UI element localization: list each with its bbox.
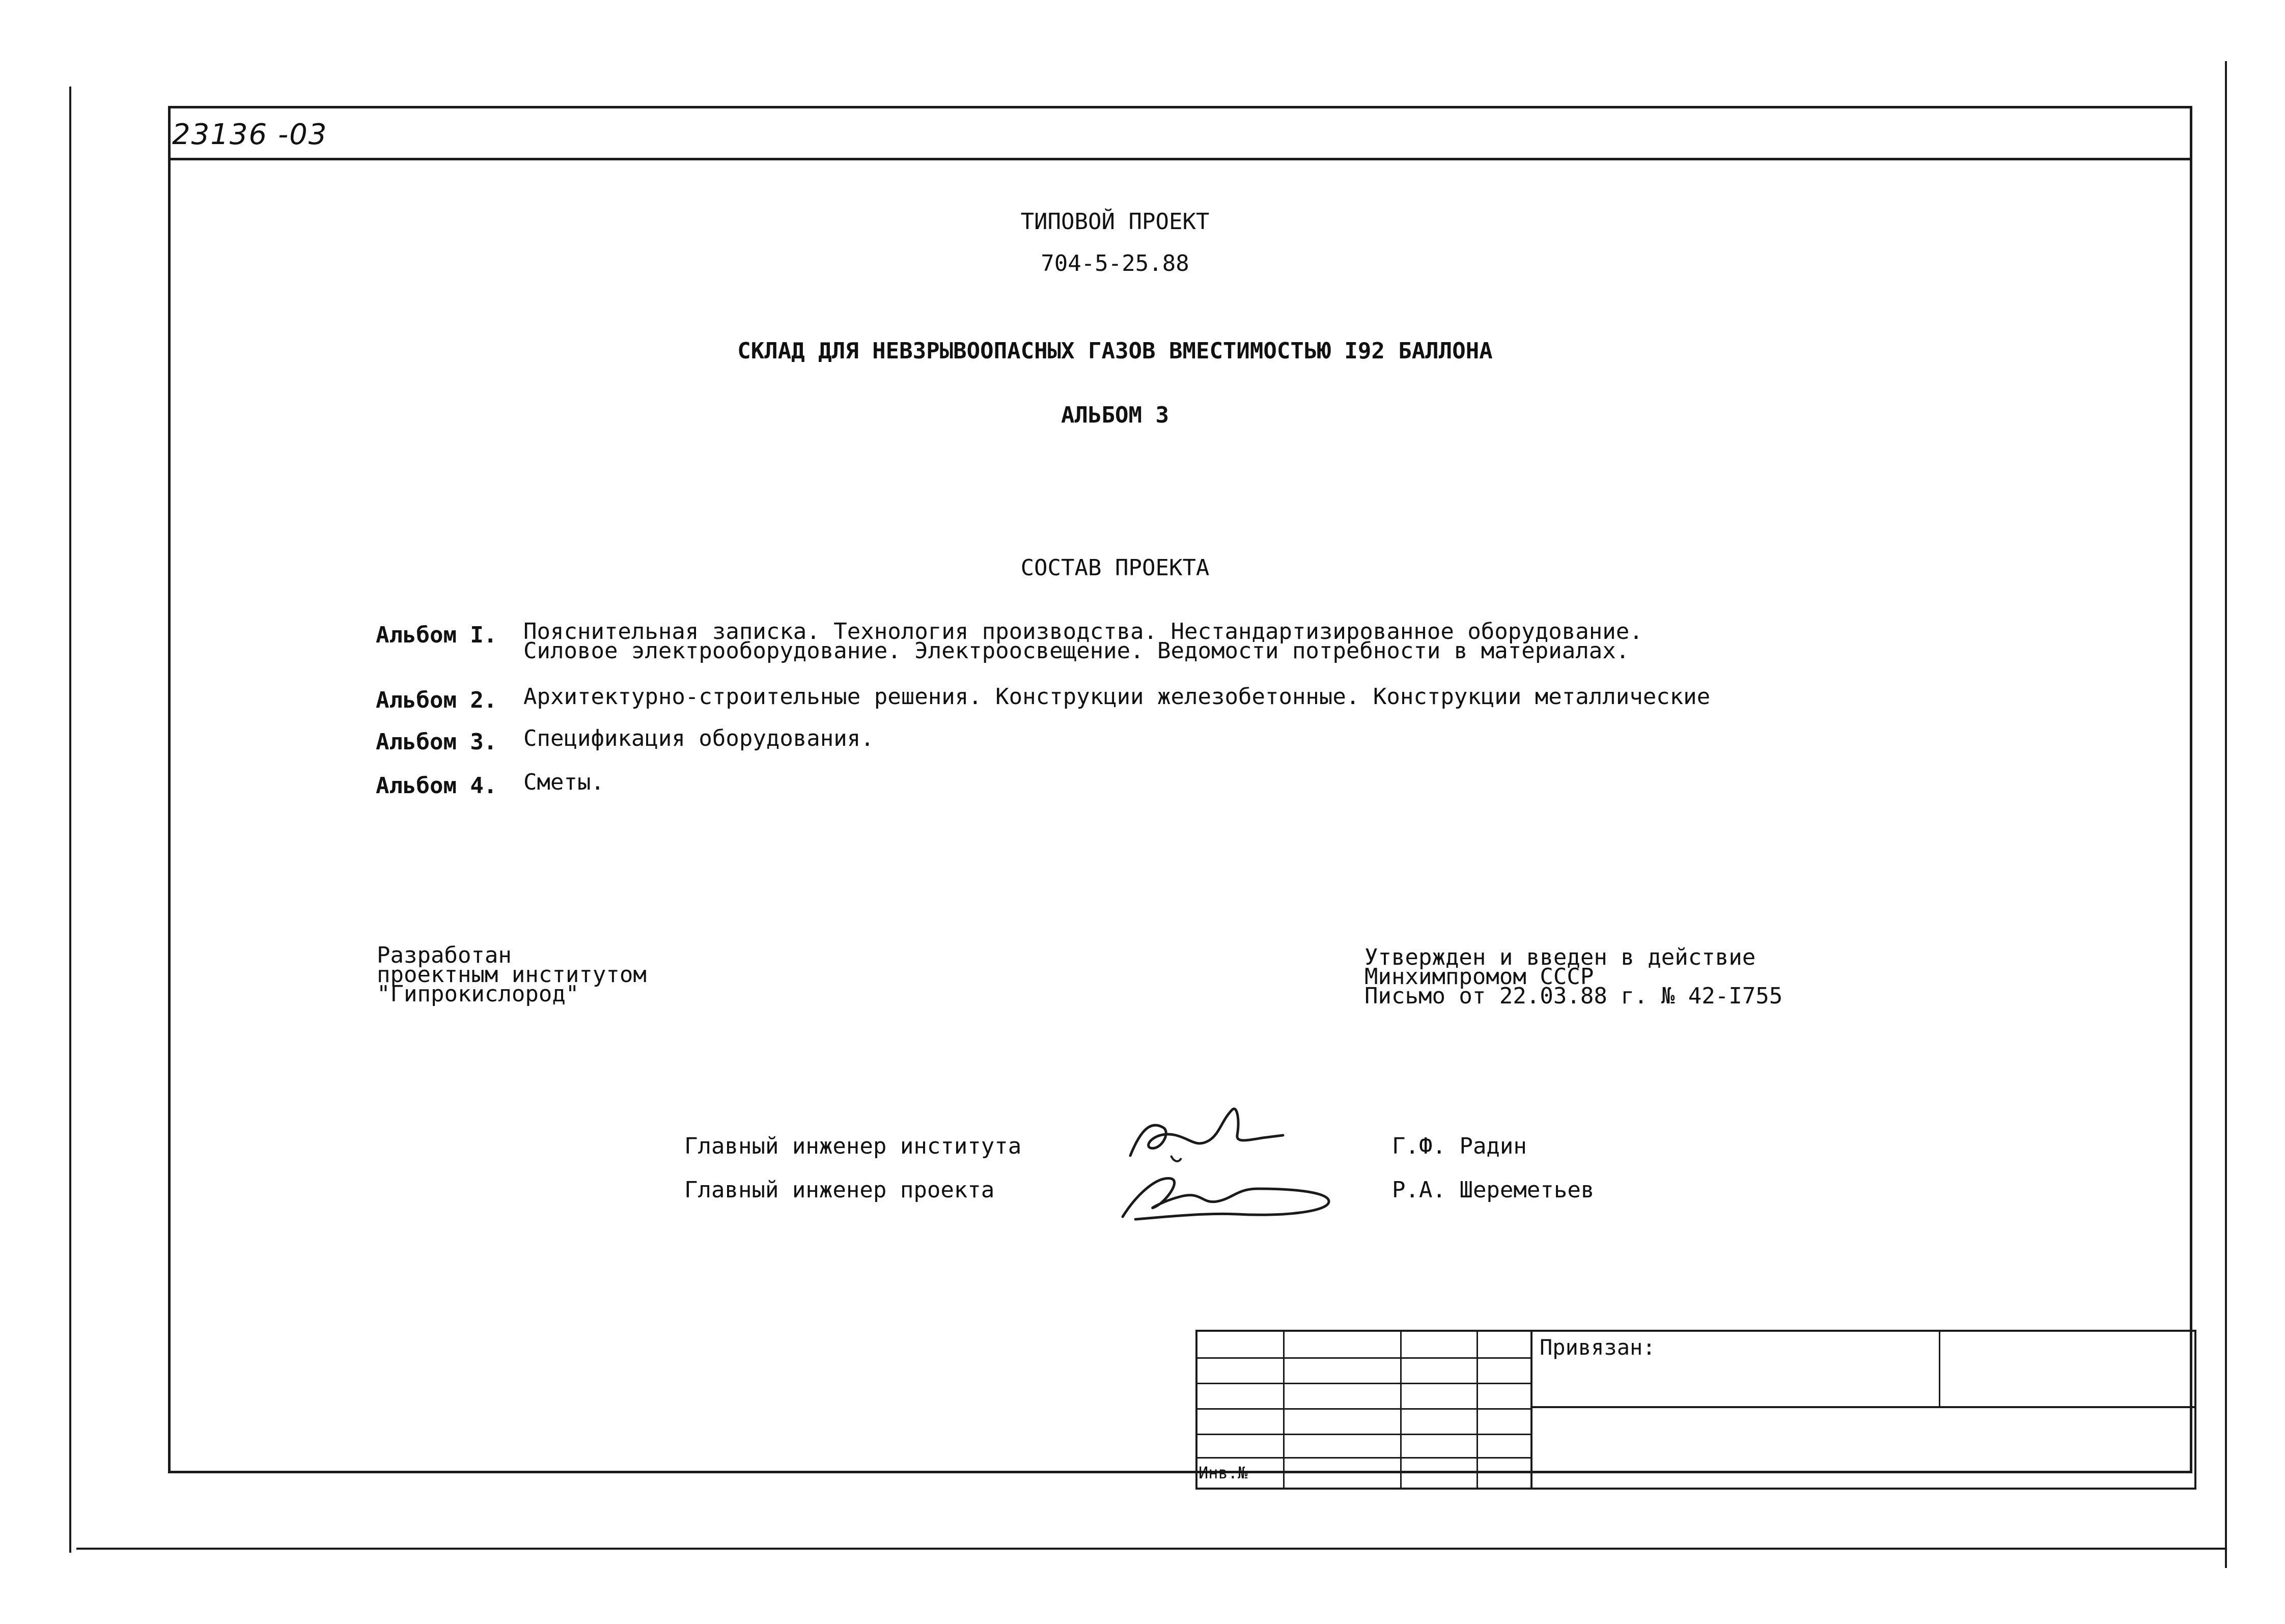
bottom-edge-line	[76, 1548, 2225, 1550]
album-1	[376, 619, 1643, 664]
right-edge-line	[2225, 61, 2227, 1568]
left-edge-line	[69, 87, 71, 1553]
album-text: Пояснительная записка. Технология производства. Нестандартизированное оборудование.	[523, 619, 1643, 645]
inventory-label: Инв.№	[1199, 1463, 1248, 1482]
developed-by: Разработан проектным институтом "Гипрокислород"	[377, 942, 647, 1007]
signature-role-1: Главный инженер института	[684, 1133, 1022, 1159]
drawing-sheet: 23136 -03 ТИПОВОЙ ПРОЕКТ 704-5-25.88 СКЛАД ДЛЯ НЕВЗРЫВООПАСНЫХ ГАЗОВ ВМЕСТИМОСТЬЮ I92 БАЛЛОНА АЛЬБОМ 3 СОСТАВ ПРОЕКТА Альбом I. Пояснительная записка. Технология производства. Нестандартизированное оборудование. Силовое электрооборудование. Электроосвещение. Ведомости потребности в материалах. Альбом 2. Архитектурно-строительные решения. Конструкции железобетонные. Конструкции металлические Альбом 3. Спецификация оборудования. Альбом 4. Сметы. Разработан проектным институтом "Гипрокислород" Утвержден и введен в действие Минхимпромом СССР Письмо от 22.03.88 г. № 42-I755 Главный инженер института Г.Ф. Радин Главный инженер проекта Р.А. Шереметьев Привязан: Инв.№	[0, 0, 2285, 1624]
stamp-grid	[1195, 1330, 2196, 1490]
album-label: Альбом 3.	[376, 729, 497, 755]
signature-role-2: Главный инженер проекта	[684, 1177, 995, 1203]
document-number: 23136 -03	[172, 118, 328, 151]
bound-label: Привязан:	[1540, 1335, 1656, 1360]
header-divider	[168, 158, 2192, 160]
album-text: Архитектурно-строительные решения. Конструкции железобетонные. Конструкции металлические	[523, 684, 1711, 710]
album-4	[376, 769, 604, 799]
signature-mark-1	[1120, 1100, 1288, 1166]
album-text-cont: Силовое электрооборудование. Электроосвещение. Ведомости потребности в материалах.	[523, 638, 1630, 664]
signature-name-2: Р.А. Шереметьев	[1392, 1177, 1595, 1203]
album-text: Спецификация оборудования.	[523, 725, 874, 751]
album-label: Альбом I.	[376, 622, 497, 648]
album-label: Альбом 4.	[376, 773, 497, 799]
album-label: Альбом 2.	[376, 687, 497, 713]
album-2	[376, 684, 1711, 713]
approved-by: Утвержден и введен в действие Минхимпромом СССР Письмо от 22.03.88 г. № 42-I755	[1364, 944, 1783, 1009]
album-3	[376, 725, 874, 755]
album-text: Сметы.	[523, 769, 604, 795]
signature-mark-2	[1115, 1166, 1339, 1227]
signature-name-1: Г.Ф. Радин	[1392, 1133, 1527, 1159]
